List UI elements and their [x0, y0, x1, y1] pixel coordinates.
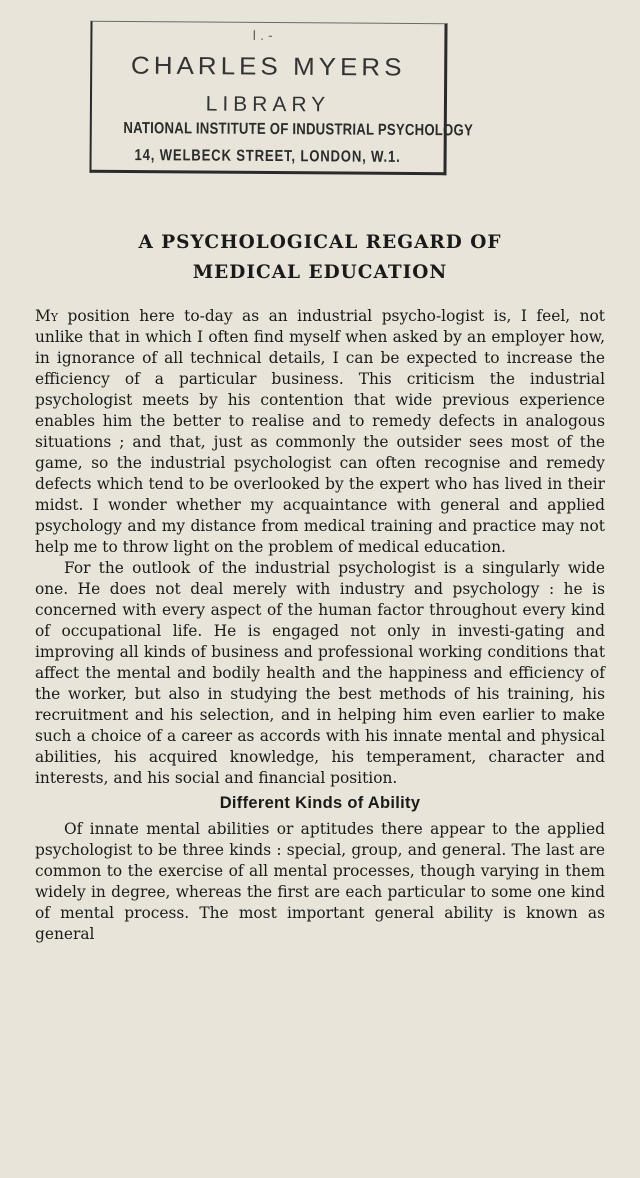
stamp-address: 14, WELBECK STREET, LONDON, W.1.: [134, 147, 401, 166]
stamp-library-name: CHARLES MYERS: [130, 50, 406, 82]
paragraph-1-lead: My: [35, 307, 59, 325]
paragraph-3: Of innate mental abilities or aptitudes there appear to the applied psychologist to be three kinds : special, group, and general. The last are common to the exercise of all mental processes, though varying in them widely in degree, whereas the first are each particular to some one kind of mental process. The most important general ability is known as general: [35, 820, 605, 943]
stamp-library-label: LIBRARY: [205, 92, 331, 117]
paragraph-1-text: position here to-day as an industrial psycho-logist is, I feel, not unlike that in which I often find myself when asked by an employer how, in ignorance of all technical details, I can be expected to increase the efficiency of a particular business. This criticism the industrial psychologist meets by his contention that wide previous experience enables him the better to realise and to remedy defects in analogous situations ; and that, just as commonly the outsider sees most of the game, so the industrial psychologist can often recognise and remedy defects which tend to be overlooked by the expert who has lived in their midst. I wonder whether my acquaintance with general and applied psychology and my distance from medical training and practice may not help me to throw light on the problem of medical education.: [35, 307, 605, 556]
section-heading: Different Kinds of Ability: [219, 794, 421, 812]
stamp-institute: NATIONAL INSTITUTE OF INDUSTRIAL PSYCHOLOGY: [123, 119, 474, 140]
paragraph-2: For the outlook of the industrial psychologist is a singularly wide one. He does not deal merely with industry and psychology : he is concerned with every aspect of the human factor throughout every kind of occupational life. He is engaged not only in investi-gating and improving all kinds of business and professional working conditions that affect the mental and bodily health and the happiness and efficiency of the worker, but also in studying the best methods of his training, his recruitment and his selection, and in helping him even earlier to make such a choice of a career as accords with his innate mental and physical abilities, his acquired knowledge, his temperament, character and interests, and his social and financial position.: [35, 559, 605, 787]
library-stamp: [89, 21, 474, 175]
paragraph-1: [35, 306, 605, 558]
chapter-title-line-2: MEDICAL EDUCATION: [192, 262, 448, 283]
body-text: [35, 306, 605, 945]
chapter-title-line-1: A PSYCHOLOGICAL REGARD OF: [138, 232, 502, 253]
stamp-mark: I . -: [252, 26, 273, 44]
